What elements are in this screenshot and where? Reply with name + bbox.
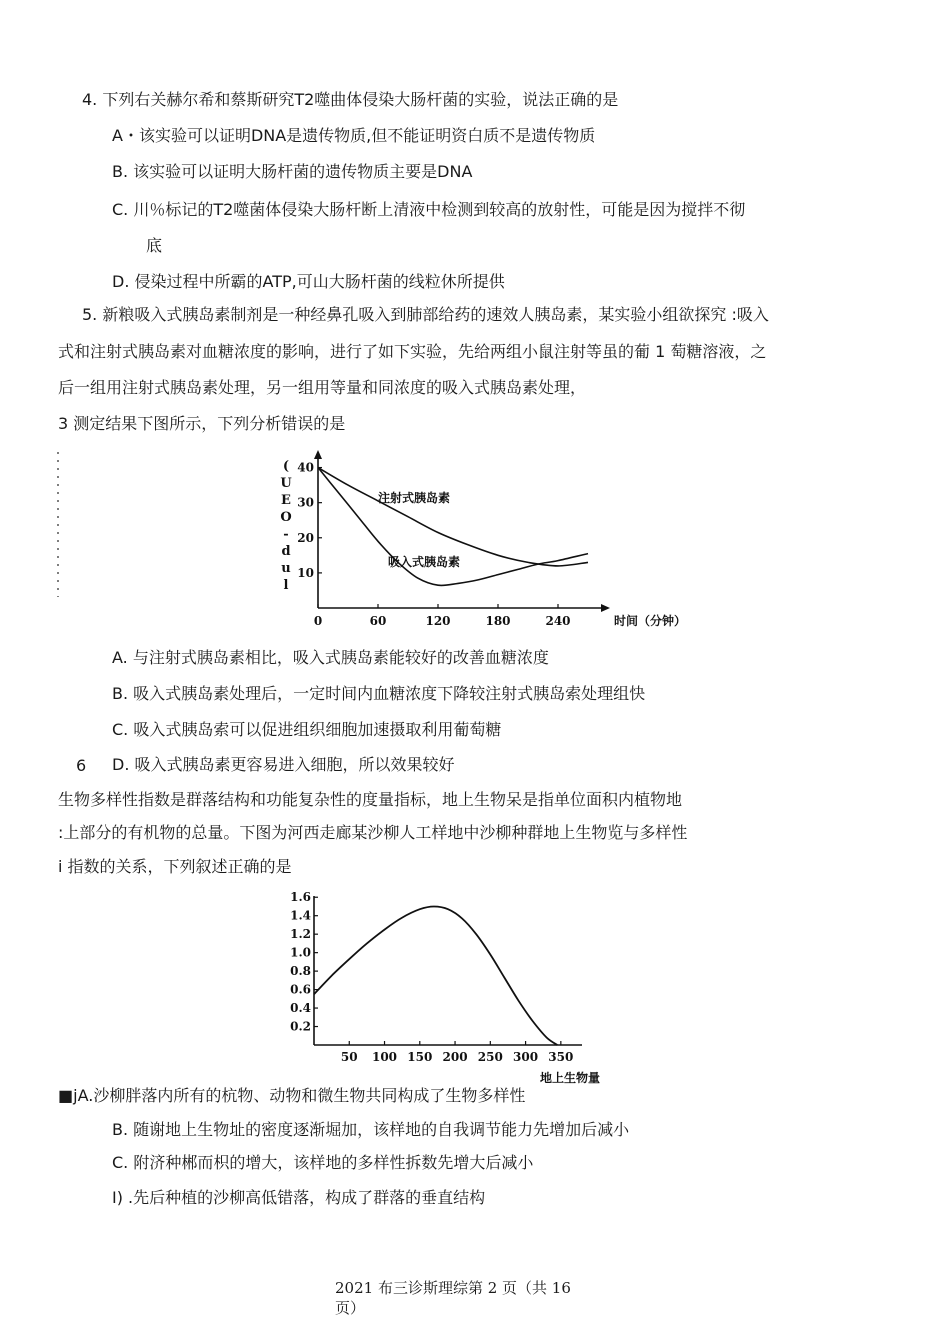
y-tick-label: 0.4	[290, 1001, 311, 1016]
x-tick-label: 120	[425, 614, 451, 628]
q6-stem-line-1: 生物多样性指数是群落结构和功能复杂性的度量指标，地上生物呆是指单位面积内植物地	[58, 790, 683, 809]
q5-stem-line-3: 后一组用注射式胰岛素处理，另一组用等量和同浓度的吸入式胰岛素处理，	[58, 378, 587, 397]
y-tick-label: 0.8	[290, 964, 311, 979]
y-tick-label: 40	[297, 460, 314, 475]
x-axis-label: 时间（分钟）	[614, 614, 687, 628]
y-tick-label: 1.2	[290, 927, 311, 942]
y-tick-label: 10	[297, 565, 314, 580]
y-axis-label-glyph: u	[281, 561, 291, 576]
footer-line-1: 2021 布三诊斯理综第 2 页（共 16	[335, 1279, 571, 1297]
q5-option-d: D. 吸入式胰岛素更容易进入细胞，所以效果较好	[112, 755, 455, 774]
y-axis-label-glyph: E	[281, 493, 291, 508]
question-number-6: 6	[76, 756, 87, 775]
y-axis-label-glyph: d	[281, 544, 291, 559]
x-tick-label: 150	[407, 1050, 433, 1064]
page-footer	[335, 1278, 571, 1318]
y-tick-label: 0.6	[290, 982, 311, 997]
y-axis-label-glyph: O	[280, 510, 292, 525]
y-tick-label: 1.4	[290, 908, 311, 923]
series-label-1: 注射式胰岛素	[378, 491, 451, 505]
y-axis-arrow	[314, 450, 322, 459]
q6-option-a: ■jA.沙柳胖落内所有的杭物、动物和微生物共同构成了生物多样性	[58, 1086, 526, 1105]
margin-scan-marks	[54, 452, 64, 602]
x-tick-label: 350	[548, 1050, 574, 1064]
q4-stem: 4. 下列右关赫尔希和蔡斯研究T2噬曲体侵染大肠杆菌的实验，说法正确的是	[82, 90, 619, 109]
y-tick-label: 0.2	[290, 1019, 311, 1034]
q5-stem-line-1: 5. 新粮吸入式胰岛素制剂是一种经鼻孔吸入到肺部给药的速效人胰岛素，某实验小组欲探究 :吸入	[82, 305, 769, 324]
glucose-chart	[278, 450, 687, 635]
x-tick-label: 300	[513, 1050, 539, 1064]
q4-option-a: A・该实验可以证明DNA是遗传物质,但不能证明资白质不是遗传物质	[112, 126, 596, 145]
y-tick-label: 1.6	[290, 890, 311, 905]
q4-option-c-cont: 底	[146, 236, 163, 255]
series-label-2: 吸入式胰岛素	[388, 555, 461, 569]
q4-option-d: D. 侵染过程中所霸的ATP,可山大肠杆菌的线粒休所提供	[112, 272, 505, 291]
q6-stem-line-3: i 指数的关系，下列叙述正确的是	[58, 857, 292, 876]
q4-option-c: C. 川％标记的T2噬菌体侵染大肠杆断上清液中检测到较高的放射性，可能是因为搅拌不彻	[112, 200, 746, 219]
x-tick-label: 250	[477, 1050, 503, 1064]
q6-stem-line-2: :上部分的有机物的总量。下图为河西走廊某沙柳人工样地中沙柳种群地上生物览与多样性	[58, 823, 688, 842]
q6-option-c: C. 附济种郴而枳的增大，该样地的多样性拆数先增大后减小	[112, 1153, 534, 1172]
x-tick-label: 180	[485, 614, 511, 628]
x-axis-label: 地上生物量	[540, 1071, 601, 1085]
x-tick-label: 60	[369, 614, 387, 628]
y-axis-label-glyph: U	[280, 476, 292, 491]
q5-stem-line-4: 3 测定结果下图所示，下列分析错误的是	[58, 414, 346, 433]
x-tick-label: 240	[545, 614, 571, 628]
q4-option-b: B. 该实验可以证明大肠杆菌的遗传物质主要是DNA	[112, 162, 473, 181]
y-axis-label-glyph: (	[282, 459, 290, 474]
q5-option-b: B. 吸入式胰岛素处理后，一定时间内血糖浓度下降较注射式胰岛索处理组快	[112, 684, 646, 703]
y-tick-label: 1.0	[290, 945, 311, 960]
y-axis-label-glyph: l	[283, 578, 289, 593]
q5-option-c: C. 吸入式胰岛索可以促进组织细胞加速摄取利用葡萄糖	[112, 720, 502, 739]
biomass-diversity-chart	[278, 888, 638, 1088]
x-tick-label: 200	[442, 1050, 468, 1064]
q6-option-d: I) .先后种植的沙柳高低错落，构成了群落的垂直结构	[112, 1188, 486, 1207]
q5-stem-line-2: 式和注射式胰岛素对血糖浓度的影响，进行了如下实验，先给两组小鼠注射等虽的葡 1 萄糖溶液，之	[58, 342, 767, 361]
series-line-1	[314, 907, 557, 1046]
footer-line-2: 页）	[335, 1299, 366, 1317]
x-tick-label: 0	[313, 614, 323, 628]
x-axis-arrow	[601, 604, 610, 612]
x-tick-label: 100	[371, 1050, 398, 1064]
q6-option-b: B. 随谢地上生物址的密度逐渐堀加，该样地的自我调节能力先增加后减小	[112, 1120, 630, 1139]
y-tick-label: 30	[297, 495, 314, 510]
y-axis-label-glyph: -	[283, 527, 289, 542]
q5-option-a: A. 与注射式胰岛素相比，吸入式胰岛素能较好的改善血糖浓度	[112, 648, 549, 667]
x-tick-label: 50	[340, 1050, 358, 1064]
y-tick-label: 20	[297, 530, 314, 545]
